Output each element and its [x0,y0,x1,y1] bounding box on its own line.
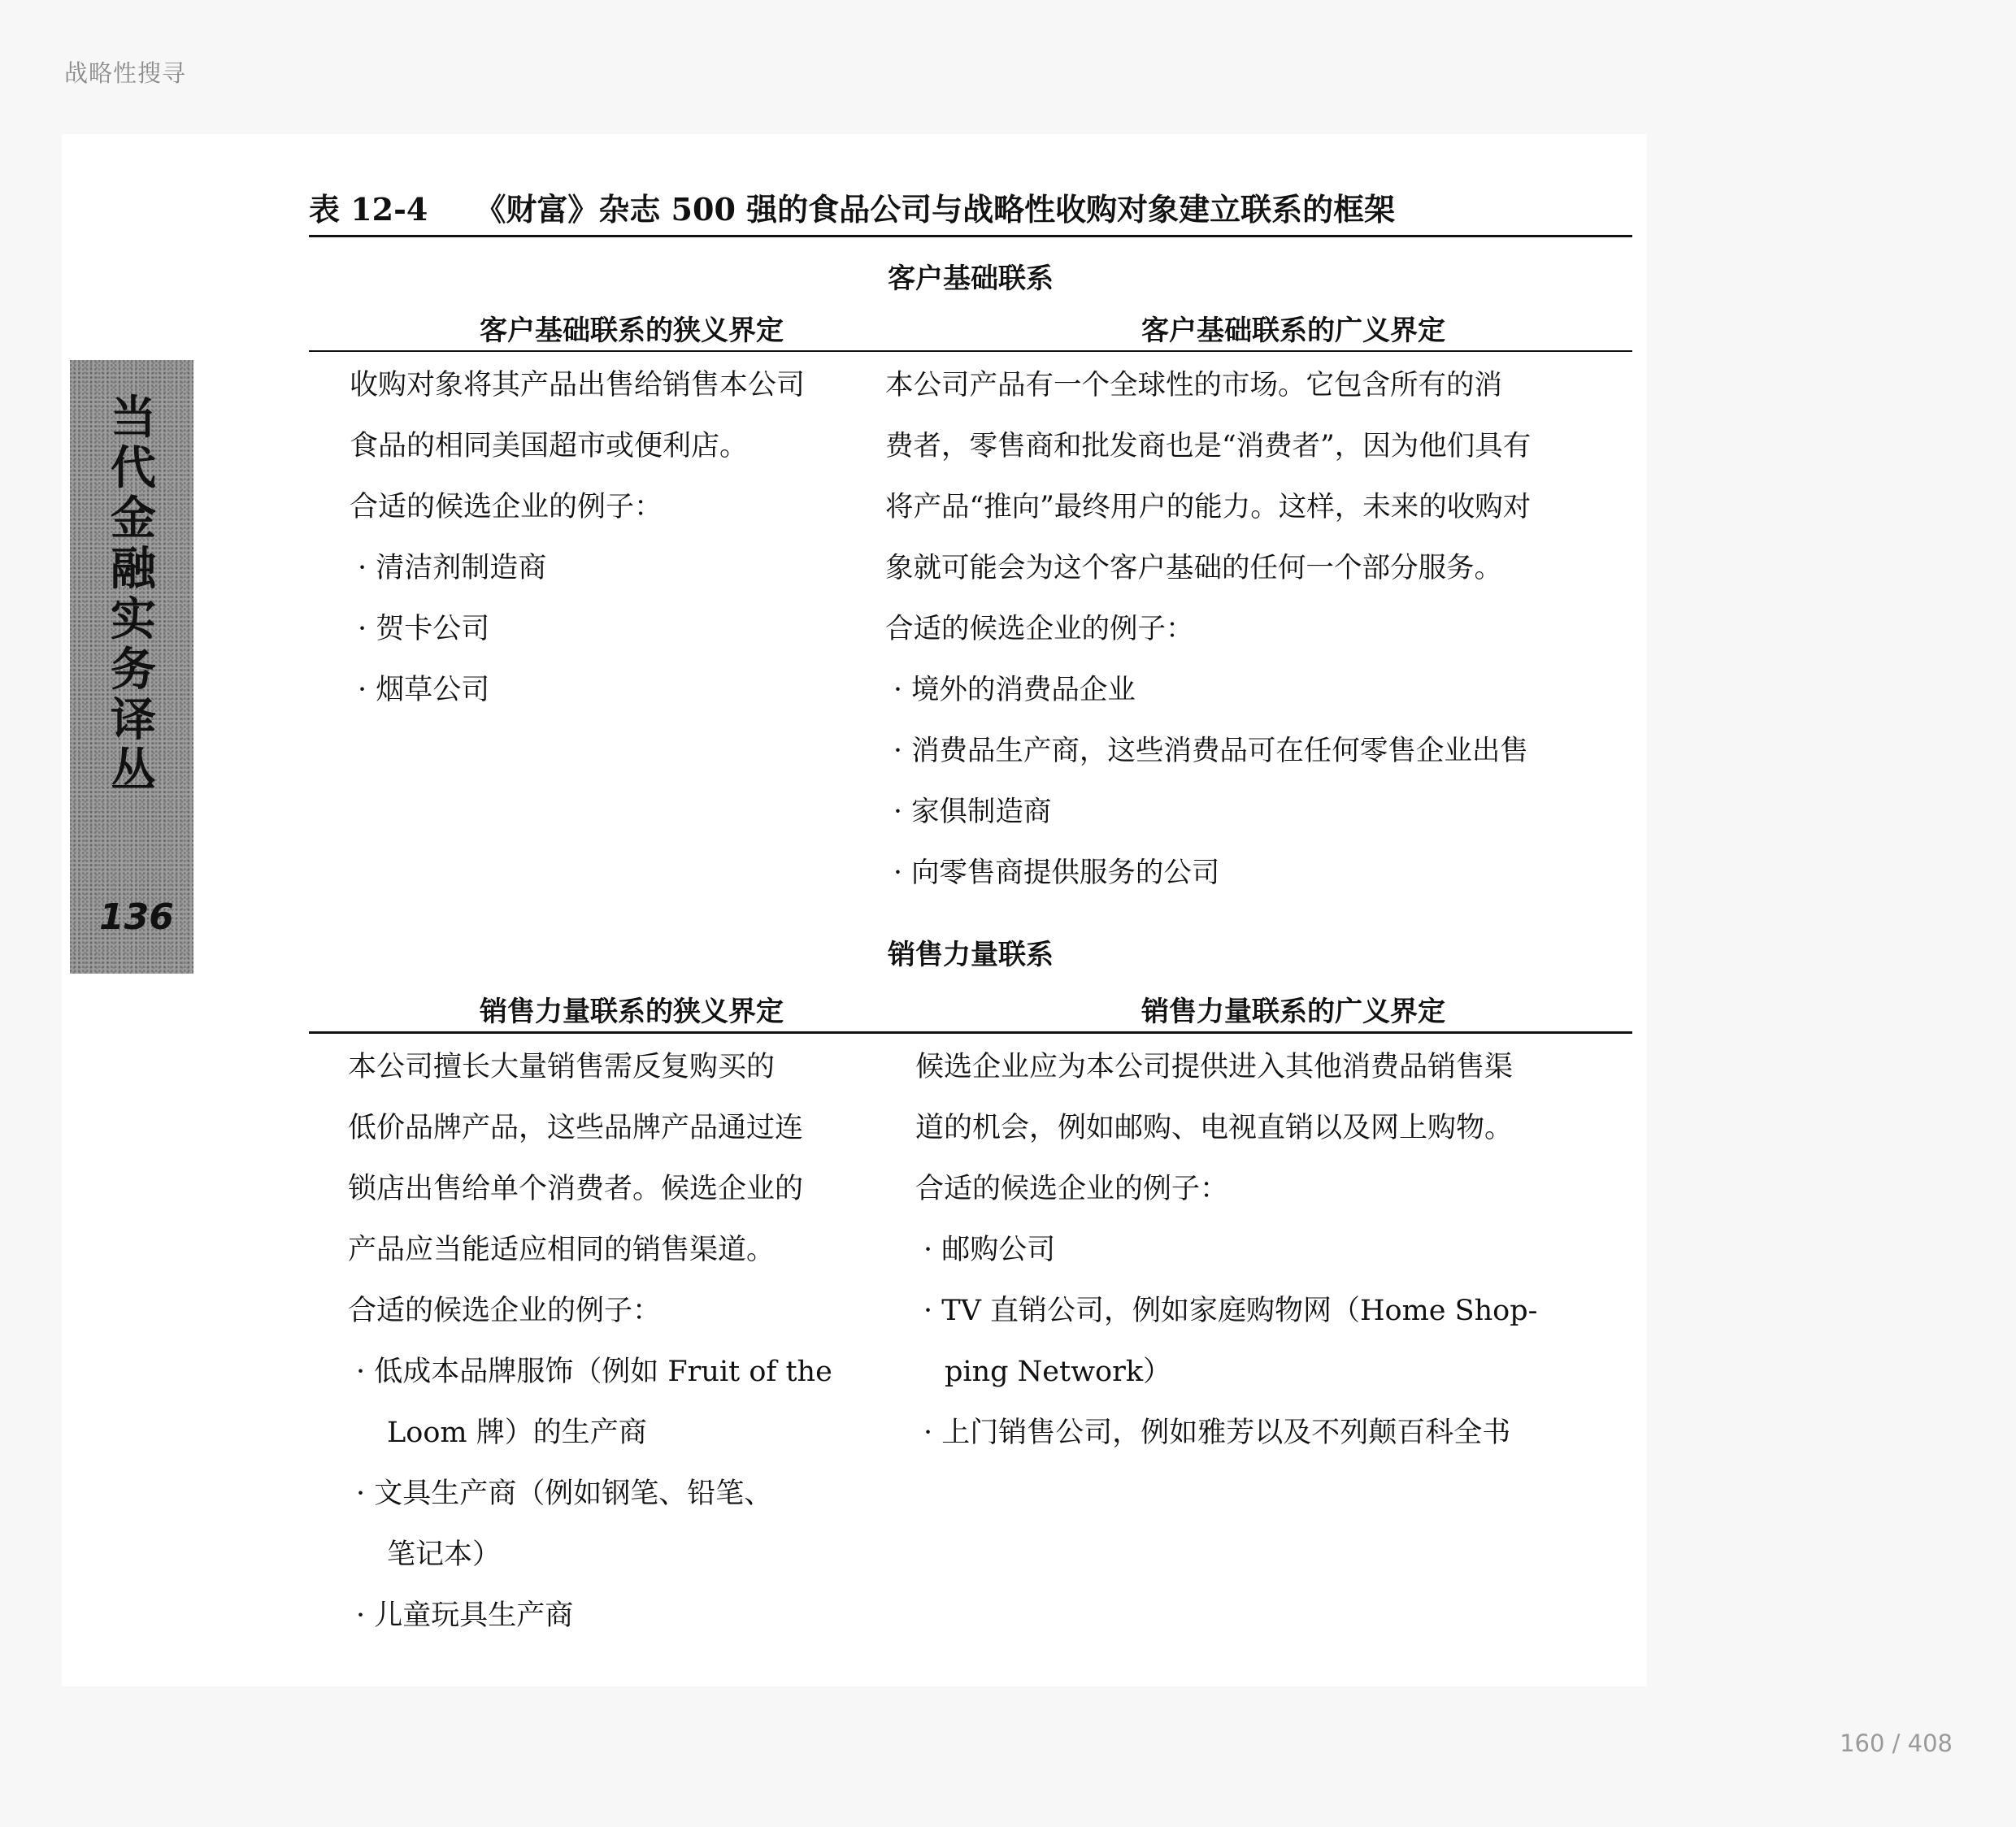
text-line: 象就可能会为这个客户基础的任何一个部分服务。 [885,552,1502,584]
list-item: · 家俱制造商 [885,782,1641,843]
column-header-broad-sales: 销售力量联系的广义界定 [1141,996,1445,1028]
text-line: 食品的相同美国超市或便利店。 [350,430,749,462]
list-item: · 儿童玩具生产商 [348,1586,917,1647]
text-line: 将产品“推向”最终用户的能力。这样，未来的收购对 [885,491,1532,523]
section-heading-customer: 客户基础联系 [888,263,1054,295]
text-line: 本公司产品有一个全球性的市场。它包含所有的消 [885,369,1502,401]
section-heading-sales: 销售力量联系 [888,939,1054,971]
list-item: · TV 直销公司，例如家庭购物网（Home Shop- [915,1281,1639,1342]
list-item: · 邮购公司 [915,1220,1639,1281]
table-number: 表 12-4 [309,191,428,228]
header-title: 战略性搜寻 [64,59,187,87]
top-rule [309,235,1632,237]
list-item: · 清洁剂制造商 [350,538,935,599]
list-item: · 消费品生产商，这些消费品可在任何零售企业出售 [885,721,1641,782]
section-rule-sales [309,1031,1632,1034]
list-item: · 贺卡公司 [350,599,935,660]
list-item: · 文具生产商（例如钢笔、铅笔、 [348,1464,917,1525]
page-viewer [62,134,1647,1686]
examples-label: 合适的候选企业的例子： [350,491,663,523]
table-title-text: 《财富》杂志 500 强的食品公司与战略性收购对象建立联系的框架 [475,191,1396,228]
text-line: 本公司擅长大量销售需反复购买的 [348,1051,776,1083]
page-counter: 160 / 408 [1840,1729,1953,1757]
table-title [309,184,1395,229]
text-line: 锁店出售给单个消费者。候选企业的 [348,1173,804,1205]
text-line: 收购对象将其产品出售给销售本公司 [350,369,806,401]
list-item: · 境外的消费品企业 [885,660,1641,721]
cell-broad-customer [885,355,1641,904]
section-rule-customer [309,350,1632,352]
text-line: 费者，零售商和批发商也是“消费者”，因为他们具有 [885,430,1532,462]
list-item: · 上门销售公司，例如雅芳以及不列颠百科全书 [915,1403,1639,1464]
text-line: 道的机会，例如邮购、电视直销以及网上购物。 [915,1112,1514,1144]
cell-narrow-sales [348,1037,917,1647]
examples-label: 合适的候选企业的例子： [885,613,1194,645]
list-item: · 低成本品牌服饰（例如 Fruit of the [348,1342,917,1403]
column-header-narrow-customer: 客户基础联系的狭义界定 [480,315,784,347]
cell-broad-sales [915,1037,1639,1464]
list-item: · 烟草公司 [350,660,935,721]
text-line: 低价品牌产品，这些品牌产品通过连 [348,1112,804,1144]
list-item-continuation: 笔记本） [387,1538,502,1571]
text-line: 产品应当能适应相同的销售渠道。 [348,1234,776,1266]
examples-label: 合适的候选企业的例子： [915,1173,1229,1205]
examples-label: 合适的候选企业的例子： [348,1295,662,1327]
text-line: 候选企业应为本公司提供进入其他消费品销售渠 [915,1051,1514,1083]
list-item-continuation: ping Network） [945,1356,1172,1388]
side-tab-page-number: 136 [99,896,174,938]
list-item-continuation: Loom 牌）的生产商 [387,1417,647,1449]
column-header-broad-customer: 客户基础联系的广义界定 [1141,315,1445,347]
column-header-narrow-sales: 销售力量联系的狭义界定 [480,996,784,1028]
cell-narrow-customer [350,355,935,721]
list-item: · 向零售商提供服务的公司 [885,843,1641,904]
side-tab-series-title: 当代金融实务译丛 [111,391,156,797]
side-tab [70,360,193,974]
